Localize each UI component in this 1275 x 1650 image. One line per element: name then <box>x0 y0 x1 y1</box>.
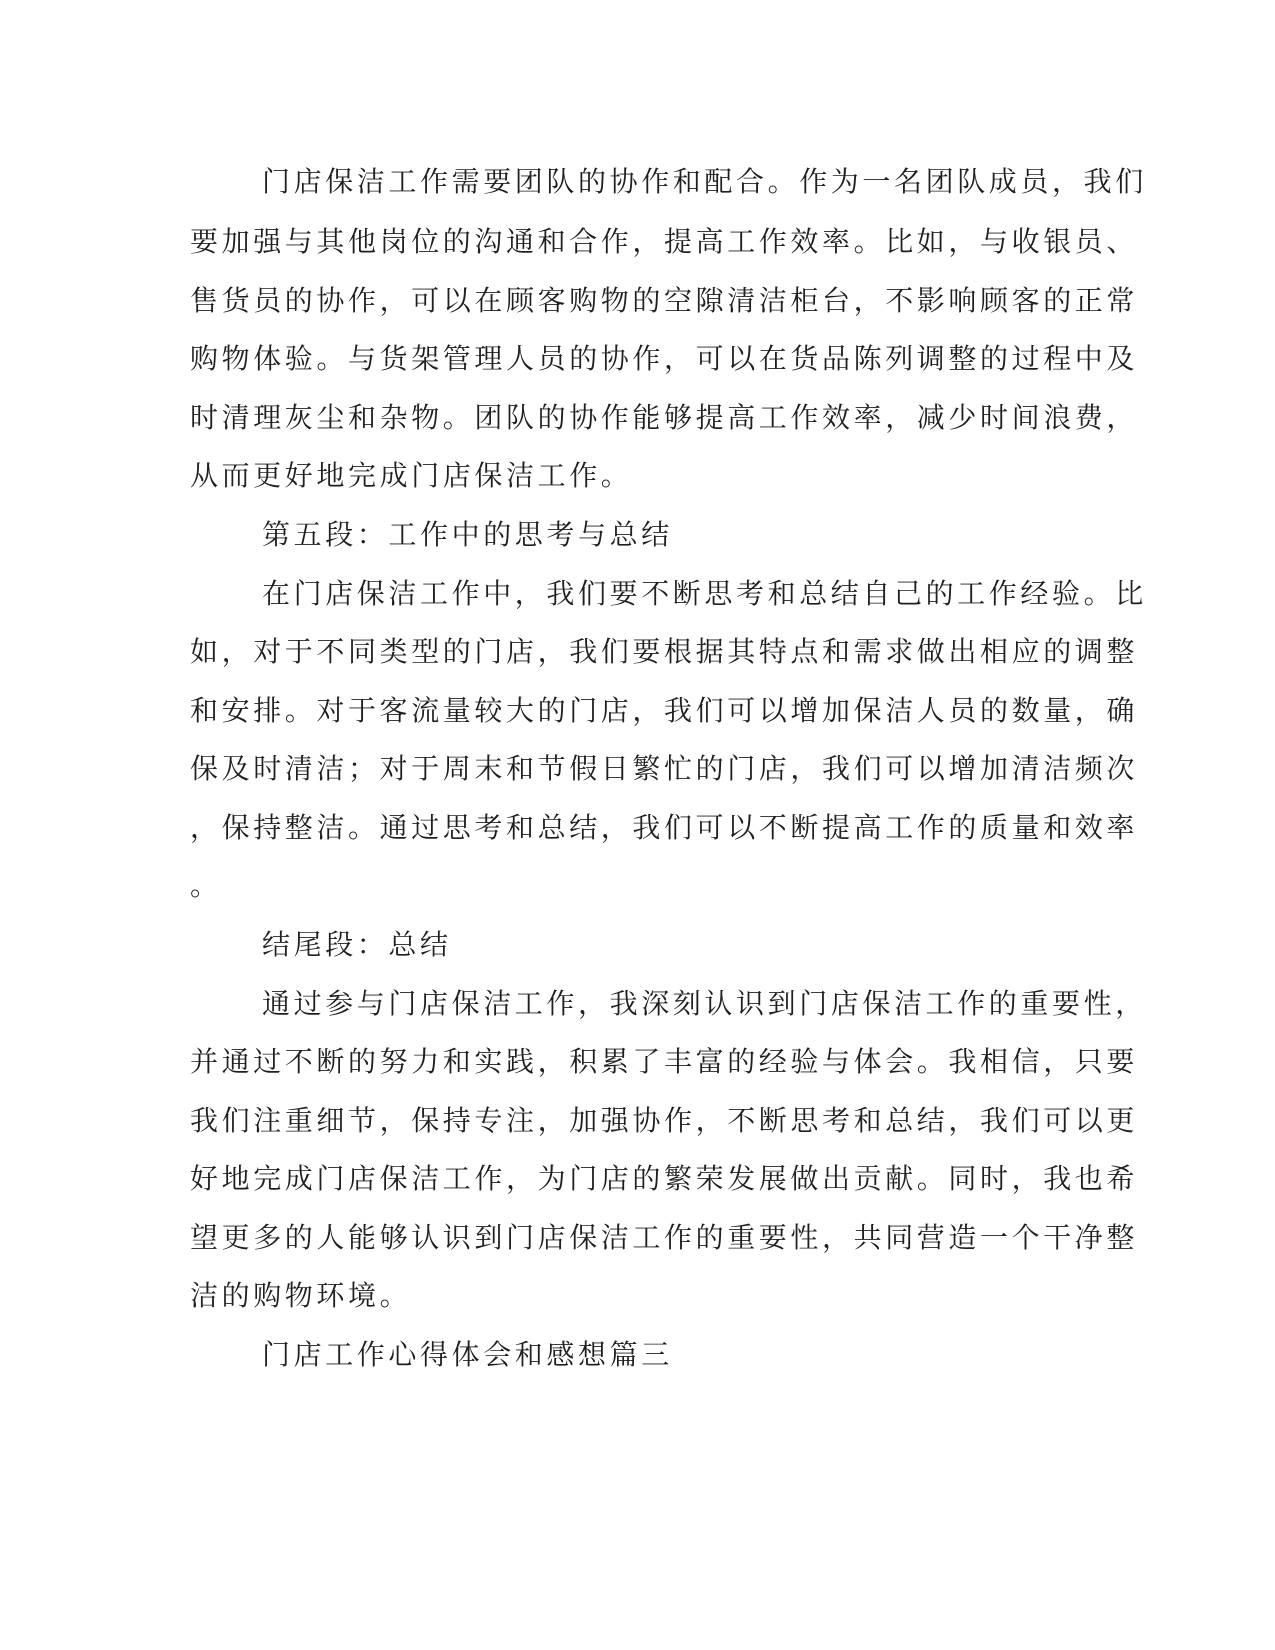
paragraph-line: 保及时清洁；对于周末和节假日繁忙的门店，我们可以增加清洁频次 <box>190 752 1139 785</box>
paragraph-line: 和安排。对于客流量较大的门店，我们可以增加保洁人员的数量，确 <box>190 694 1139 727</box>
paragraph-line: 从而更好地完成门店保洁工作。 <box>190 459 633 492</box>
paragraph-line: ，保持整洁。通过思考和总结，我们可以不断提高工作的质量和效率 <box>190 811 1139 844</box>
paragraph-line: 洁的购物环境。 <box>190 1279 412 1312</box>
paragraph-line: 时清理灰尘和杂物。团队的协作能够提高工作效率，减少时间浪费， <box>190 401 1139 434</box>
paragraph-line: 售货员的协作，可以在顾客购物的空隙清洁柜台，不影响顾客的正常 <box>190 284 1139 317</box>
section-title: 门店工作心得体会和感想篇三 <box>262 1338 673 1371</box>
paragraph-line: 望更多的人能够认识到门店保洁工作的重要性，共同营造一个干净整 <box>190 1221 1139 1254</box>
paragraph-line: 并通过不断的努力和实践，积累了丰富的经验与体会。我相信，只要 <box>190 1045 1139 1078</box>
paragraph-line: 。 <box>190 869 222 902</box>
paragraph-line: 我们注重细节，保持专注，加强协作，不断思考和总结，我们可以更 <box>190 1104 1139 1137</box>
paragraph-line: 通过参与门店保洁工作，我深刻认识到门店保洁工作的重要性， <box>262 987 1147 1020</box>
section-heading: 结尾段：总结 <box>262 928 452 961</box>
paragraph-line: 如，对于不同类型的门店，我们要根据其特点和需求做出相应的调整 <box>190 635 1139 668</box>
section-heading: 第五段：工作中的思考与总结 <box>262 518 673 551</box>
paragraph-line: 门店保洁工作需要团队的协作和配合。作为一名团队成员，我们 <box>262 165 1147 198</box>
paragraph-line: 在门店保洁工作中，我们要不断思考和总结自己的工作经验。比 <box>262 577 1147 610</box>
paragraph-line: 好地完成门店保洁工作，为门店的繁荣发展做出贡献。同时，我也希 <box>190 1162 1139 1195</box>
paragraph-line: 要加强与其他岗位的沟通和合作，提高工作效率。比如，与收银员、 <box>190 225 1139 258</box>
paragraph-line: 购物体验。与货架管理人员的协作，可以在货品陈列调整的过程中及 <box>190 342 1139 375</box>
